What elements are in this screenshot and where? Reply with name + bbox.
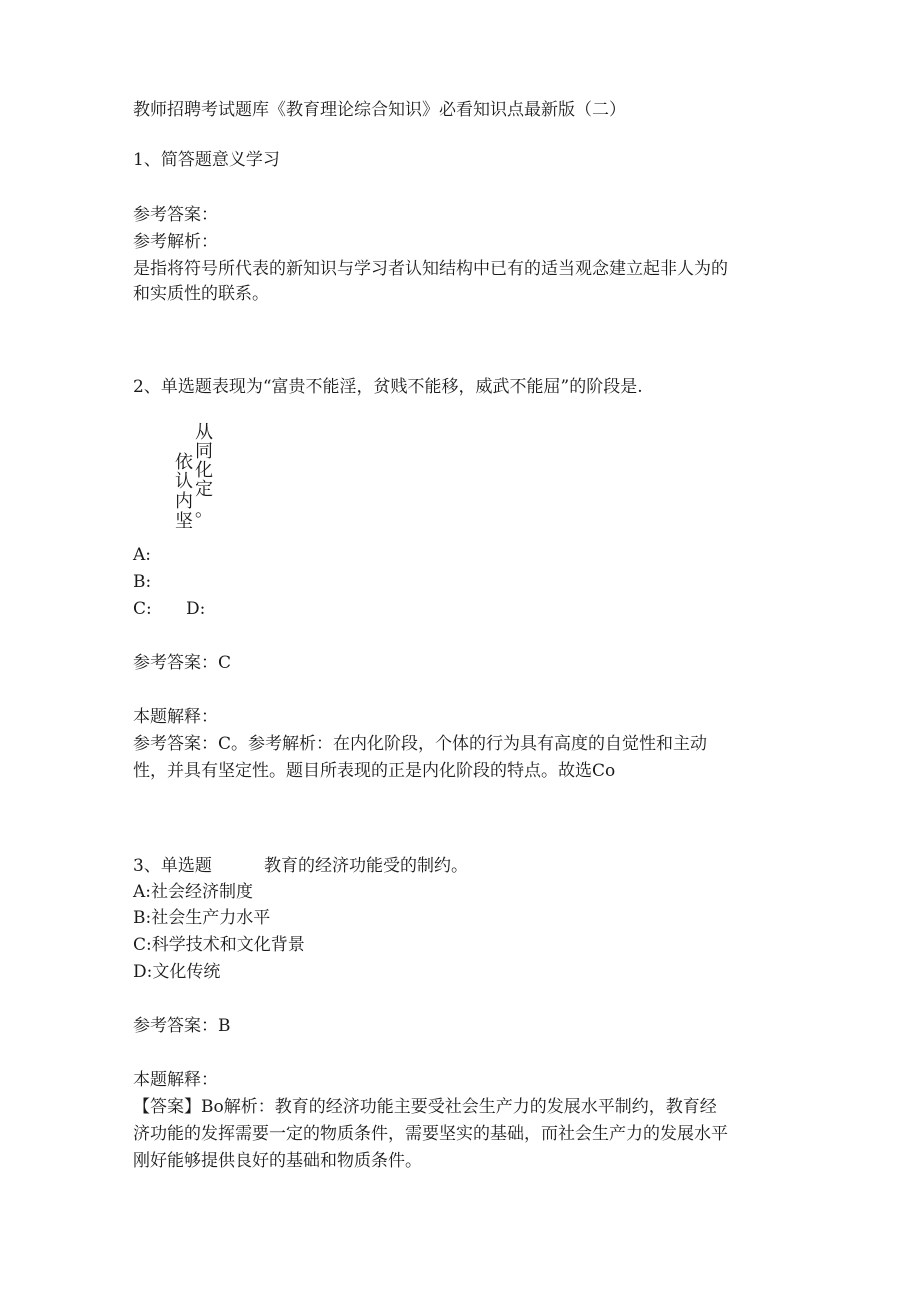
q2-explain-line: 性，并具有坚定性。题目所表现的正是内化阶段的特点。故选Co bbox=[133, 761, 616, 781]
q2-explain-line: 参考答案：C。参考解析：在内化阶段，个体的行为具有高度的自觉性和主动 bbox=[133, 734, 708, 754]
q2-option-a: A: bbox=[133, 545, 152, 565]
q3-answer: 参考答案：B bbox=[133, 1016, 231, 1036]
q1-answer-label: 参考答案： bbox=[133, 205, 218, 225]
vertical-char: 同 bbox=[195, 441, 213, 462]
q3-explain-label: 本题解释： bbox=[133, 1070, 218, 1090]
vertical-char: 坚 bbox=[175, 511, 193, 532]
vertical-char: 定 bbox=[195, 479, 213, 500]
q1-question: 1、简答题意义学习 bbox=[133, 150, 280, 170]
q1-analysis-line: 和实质性的联系。 bbox=[133, 284, 269, 304]
q3-option-d: D:文化传统 bbox=[133, 962, 221, 982]
vertical-char: 依 bbox=[175, 452, 193, 473]
q3-option-c: C:科学技术和文化背景 bbox=[133, 935, 305, 955]
q1-analysis-label: 参考解析： bbox=[133, 232, 218, 252]
q2-question: 2、单选题表现为“富贵不能淫，贫贱不能移，威武不能屈”的阶段是. bbox=[133, 377, 643, 397]
vertical-char: 认 bbox=[175, 471, 193, 492]
q2-answer: 参考答案：C bbox=[133, 653, 232, 673]
page-title: 教师招聘考试题库《教育理论综合知识》必看知识点最新版（二） bbox=[133, 100, 626, 120]
q3-explain-line: 刚好能够提供良好的基础和物质条件。 bbox=[133, 1151, 422, 1171]
vertical-char: 从 bbox=[195, 422, 213, 443]
q3-explain-line: 【答案】Bo解析：教育的经济功能主要受社会生产力的发展水平制约，教育经 bbox=[133, 1097, 717, 1117]
q3-question-text: 教育的经济功能受的制约。 bbox=[264, 856, 468, 876]
q2-option-c: C: bbox=[133, 599, 152, 619]
q2-explain-label: 本题解释： bbox=[133, 707, 218, 727]
q1-analysis-line: 是指将符号所代表的新知识与学习者认知结构中已有的适当观念建立起非人为的 bbox=[133, 259, 728, 279]
vertical-char: 内 bbox=[175, 491, 193, 512]
q3-option-b: B:社会生产力水平 bbox=[133, 908, 271, 928]
vertical-char: 化 bbox=[195, 460, 213, 481]
q3-option-a: A:社会经济制度 bbox=[133, 882, 254, 902]
q3-explain-line: 济功能的发挥需要一定的物质条件，需要坚实的基础，而社会生产力的发展水平 bbox=[133, 1124, 728, 1144]
q2-option-d: D: bbox=[186, 599, 206, 619]
q2-option-b: B: bbox=[133, 572, 152, 592]
q3-question-prefix: 3、单选题 bbox=[133, 856, 212, 876]
vertical-char: 。 bbox=[195, 500, 213, 521]
